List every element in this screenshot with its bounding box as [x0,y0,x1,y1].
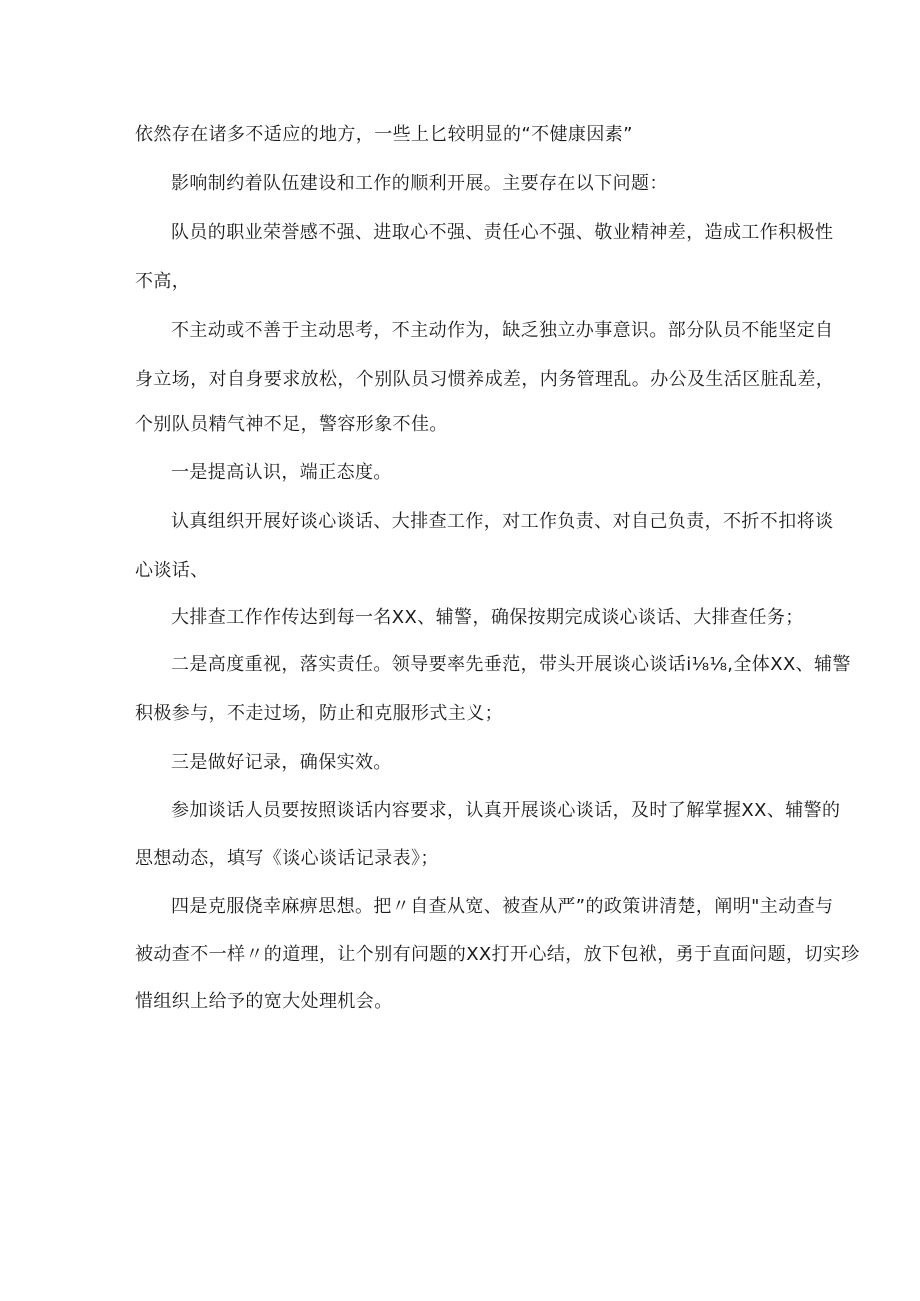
text-line: 身立场，对自身要求放松，个别队员习惯养成差，内务管理乱。办公及生活区脏乱差， [135,369,835,390]
text-line: 二是高度重视，落实责任。领导要率先垂范，带头开展谈心谈话i⅛⅛,全体XX、辅警 [171,654,851,675]
text-line: 惜组织上给予的宽大处理机会。 [135,991,393,1012]
text-line: 不主动或不善于主动思考，不主动作为，缺乏独立办事意识。部分队员不能坚定自 [171,320,834,341]
text-line: 不高， [135,271,191,292]
text-line: 心谈话、 [135,560,209,581]
text-line: 依然存在诸多不适应的地方，一些上匕较明显的“不健康因素” [135,124,633,145]
text-line: 队员的职业荣誉感不强、进取心不强、责任心不强、敬业精神差，造成工作积极性 [171,222,834,243]
text-line: 影响制约着队伍建设和工作的顺利开展。主要存在以下问题： [171,173,668,194]
text-line: 被动查不一样〃的道理，让个别有问题的XX打开心结，放下包袱，勇于直面问题，切实珍 [135,944,860,965]
text-line: 积极参与，不走过场，防止和克服形式主义； [135,703,503,724]
text-line: 个别队员精气神不足，警容形象不佳。 [135,414,448,435]
text-line: 一是提高认识，端正态度。 [171,462,392,483]
text-line: 参加谈话人员要按照谈话内容要求，认真开展谈心谈话，及时了解掌握XX、辅警的 [171,800,841,821]
text-line: 大排查工作作传达到每一名XX、辅警，确保按期完成谈心谈话、大排查任务； [171,607,804,628]
text-line: 四是克服侥幸麻痹思想。把〃自查从宽、被查从严”的政策讲清楚，阐明"主动查与 [171,896,834,917]
text-line: 认真组织开展好谈心谈话、大排查工作，对工作负责、对自己负责，不折不扣将谈 [171,511,834,532]
text-line: 思想动态，填写《谈心谈话记录表》； [135,848,439,869]
text-line: 三是做好记录，确保实效。 [171,752,392,773]
